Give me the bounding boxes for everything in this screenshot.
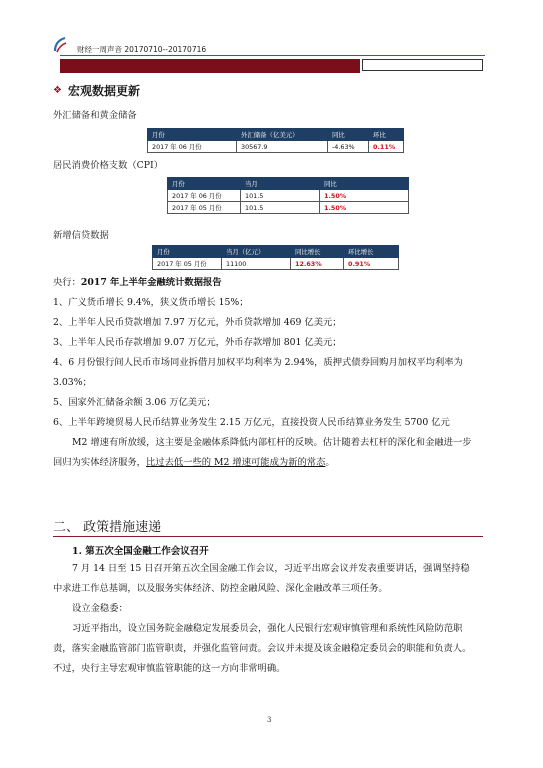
table-row	[168, 202, 409, 214]
policy-paragraph: 设立金稳委：	[72, 603, 128, 614]
table-cell: 2017 年 06 月份	[168, 190, 241, 202]
column-header: 环比	[369, 129, 404, 141]
header-divider	[60, 55, 485, 56]
loans-table	[152, 245, 399, 270]
table-cell: 11100	[222, 258, 291, 270]
subsection-title: 1. 第五次全国金融工作会议召开	[72, 546, 209, 557]
table-cell: -4.63%	[328, 141, 369, 153]
loans-label: 新增信贷数据	[53, 230, 109, 241]
column-header: 环比增长	[344, 246, 399, 258]
page-number: 3	[267, 716, 272, 724]
fx-label: 外汇储备和黄金储备	[53, 110, 137, 121]
table-header-row	[148, 129, 404, 141]
table-row	[153, 258, 399, 270]
section2-title: 二、 政策措施速递	[53, 520, 162, 535]
table-cell: 30567.9	[237, 141, 328, 153]
header-bar	[60, 59, 360, 73]
report-heading-title: 2017 年上半年金融统计数据报告	[80, 277, 222, 288]
section2-divider	[53, 536, 483, 537]
table-row	[168, 190, 409, 202]
table-cell: 1.50%	[320, 190, 409, 202]
table-cell: 101.5	[241, 202, 320, 214]
table-cell: 0.11%	[369, 141, 404, 153]
table-header-row	[153, 246, 399, 258]
column-header: 月份	[153, 246, 222, 258]
column-header: 同比增长	[291, 246, 344, 258]
report-heading	[53, 273, 477, 293]
table-cell: 2017 年 05 月份	[153, 258, 222, 270]
cpi-label: 居民消费价格支数（CPI）	[53, 160, 164, 171]
policy-paragraph: 7 月 14 日至 15 日召开第五次全国金融工作会议，习近平出席会议并发表重要讲话，强调坚持稳中求进工作总基调，以及服务实体经济、防控金融风险、深化金融改革三项任务。	[53, 563, 470, 594]
m2-text: M2 增速有所放缓，这主要是金融体系降低内部杠杆的反映。估计随着去杠杆的深化和金融进一步回归为实体经济服务，	[53, 437, 472, 468]
report-item: 6、上半年跨境贸易人民币结算业务发生 2.15 万亿元，直接投资人民币结算业务发生 5700 亿元	[53, 417, 450, 428]
report-heading-prefix: 央行：	[53, 277, 81, 288]
table-cell: 2017 年 06 月份	[148, 141, 237, 153]
table-cell: 101.5	[241, 190, 320, 202]
column-header: 同比	[328, 129, 369, 141]
fx-table	[147, 128, 404, 153]
policy-paragraph: 习近平指出，设立国务院金融稳定发展委员会，强化人民银行宏观审慎管理和系统性风险防范职责，落实金融监管部门监管职责，并强化监管问责。会议并未提及该金融稳定委员会的职能和负责人。不过，央行主导宏观审慎监管职能的这一方向非常明确。	[53, 623, 472, 674]
column-header: 月份	[148, 129, 237, 141]
header-box	[362, 59, 483, 71]
table-cell: 0.91%	[344, 258, 399, 270]
table-header-row	[168, 178, 409, 190]
table-cell: 2017 年 05 月份	[168, 202, 241, 214]
report-item: 4、6 月份银行间人民币市场同业拆借月加权平均利率为 2.94%，质押式债券回购月加权平均利率为 3.03%；	[53, 357, 463, 388]
report-item: 1、广义货币增长 9.4%，狭义货币增长 15%；	[53, 297, 249, 308]
report-item: 3、上半年人民币存款增加 9.07 万亿元，外币存款增加 801 亿美元；	[53, 337, 342, 348]
m2-end: 。	[325, 457, 335, 468]
column-header: 当月	[241, 178, 320, 190]
table-cell: 12.63%	[291, 258, 344, 270]
section-title	[53, 82, 140, 99]
report-item: 2、上半年人民币贷款增加 7.97 万亿元，外币贷款增加 469 亿美元；	[53, 317, 342, 328]
diamond-bullet-icon: ❖	[53, 85, 62, 96]
policy-block	[53, 559, 477, 679]
column-header: 当月（亿元）	[222, 246, 291, 258]
header-title: 财经一周声音 20170710--20170716	[77, 45, 207, 54]
report-block	[53, 273, 477, 473]
m2-paragraph	[53, 433, 477, 473]
section-title-text: 宏观数据更新	[67, 84, 140, 98]
column-header: 月份	[168, 178, 241, 190]
cpi-table	[167, 177, 409, 214]
logo-icon	[52, 36, 68, 54]
m2-underlined: 比过去低一些的 M2 增速可能成为新的常态	[145, 457, 326, 468]
table-row	[148, 141, 404, 153]
report-item: 5、国家外汇储备余额 3.06 万亿美元；	[53, 397, 216, 408]
table-cell: 1.50%	[320, 202, 409, 214]
column-header: 外汇储备（亿美元）	[237, 129, 328, 141]
column-header: 同比	[320, 178, 409, 190]
